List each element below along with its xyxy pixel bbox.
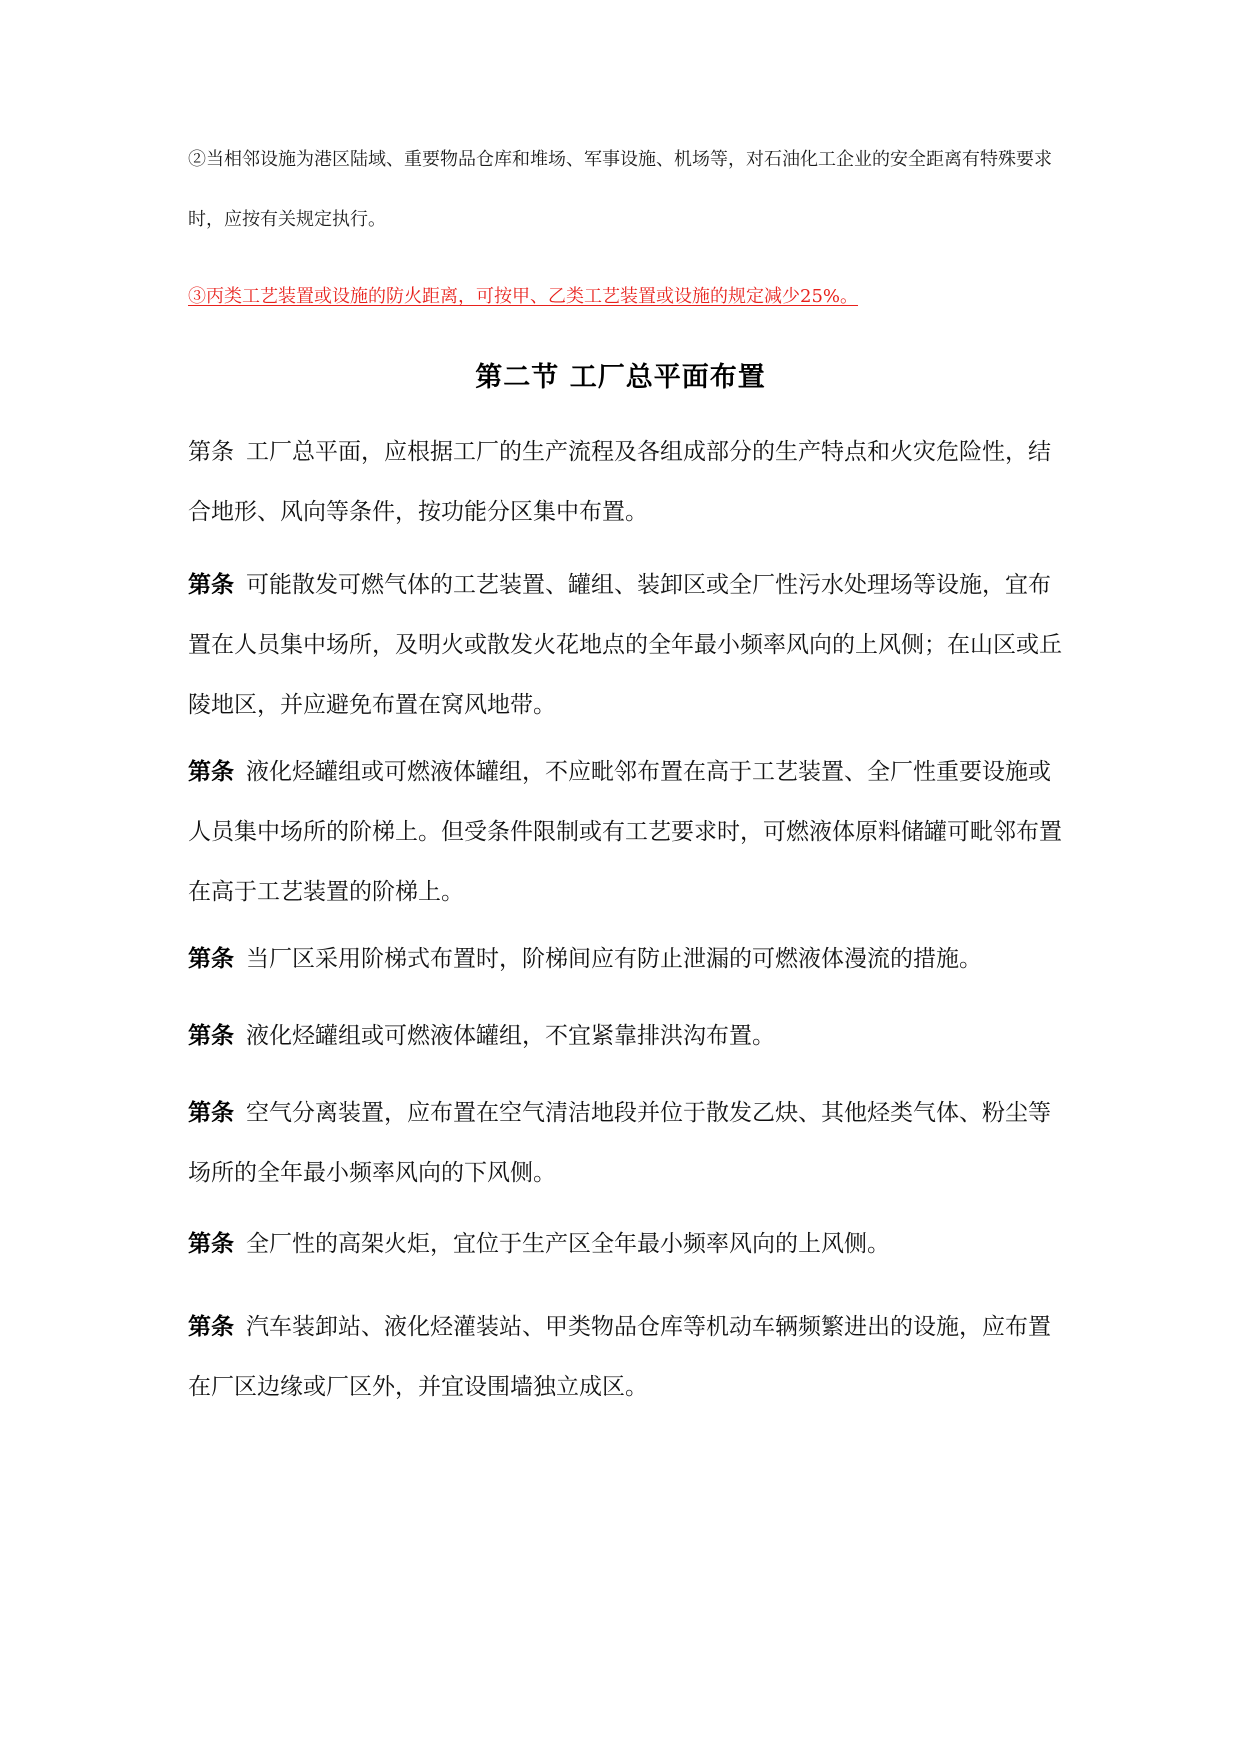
note-3-revised bbox=[188, 283, 1058, 311]
note-2: ②当相邻设施为港区陆域、重要物品仓库和堆场、军事设施、机场等，对石油化工企业的安全距离有特殊要求时，应按有关规定执行。 bbox=[188, 149, 1052, 230]
article-label: 第条 bbox=[188, 439, 234, 465]
article-3 bbox=[188, 742, 1068, 922]
article-label: 第条 bbox=[188, 571, 234, 598]
article-2 bbox=[188, 555, 1068, 735]
article-label: 第条 bbox=[188, 1022, 234, 1049]
article-text: 空气分离装置，应布置在空气清洁地段并位于散发乙炔、其他烃类气体、粉尘等场所的全年最小频率风向的下风侧。 bbox=[188, 1100, 1051, 1186]
article-label: 第条 bbox=[188, 945, 234, 972]
article-text: 汽车装卸站、液化烃灌装站、甲类物品仓库等机动车辆频繁进出的设施，应布置在厂区边缘或厂区外，并宜设围墙独立成区。 bbox=[188, 1314, 1051, 1400]
section-title: 第二节 工厂总平面布置 bbox=[475, 362, 766, 393]
article-label: 第条 bbox=[188, 1099, 234, 1126]
article-text: 全厂性的高架火炬，宜位于生产区全年最小频率风向的上风侧。 bbox=[246, 1231, 890, 1257]
article-text: 液化烃罐组或可燃液体罐组，不应毗邻布置在高于工艺装置、全厂性重要设施或人员集中场所的阶梯上。但受条件限制或有工艺要求时，可燃液体原料储罐可毗邻布置在高于工艺装置的阶梯上。 bbox=[188, 759, 1062, 905]
article-5 bbox=[188, 1006, 1068, 1066]
article-label: 第条 bbox=[188, 1313, 234, 1340]
article-6 bbox=[188, 1083, 1068, 1203]
article-label: 第条 bbox=[188, 758, 234, 785]
article-8 bbox=[188, 1297, 1068, 1417]
article-text: 可能散发可燃气体的工艺装置、罐组、装卸区或全厂性污水处理场等设施，宜布置在人员集中场所，及明火或散发火花地点的全年最小频率风向的上风侧；在山区或丘陵地区，并应避免布置在窝风地带。 bbox=[188, 572, 1062, 718]
article-text: 工厂总平面，应根据工厂的生产流程及各组成部分的生产特点和火灾危险性，结合地形、风向等条件，按功能分区集中布置。 bbox=[188, 439, 1051, 525]
article-4 bbox=[188, 929, 1068, 989]
article-label: 第条 bbox=[188, 1230, 234, 1257]
article-text: 液化烃罐组或可燃液体罐组，不宜紧靠排洪沟布置。 bbox=[246, 1023, 775, 1049]
note-3-text: ③丙类工艺装置或设施的防火距离，可按甲、乙类工艺装置或设施的规定减少25%。 bbox=[188, 286, 859, 307]
article-1 bbox=[188, 422, 1068, 542]
article-7 bbox=[188, 1214, 1068, 1274]
article-text: 当厂区采用阶梯式布置时，阶梯间应有防止泄漏的可燃液体漫流的措施。 bbox=[246, 946, 982, 972]
